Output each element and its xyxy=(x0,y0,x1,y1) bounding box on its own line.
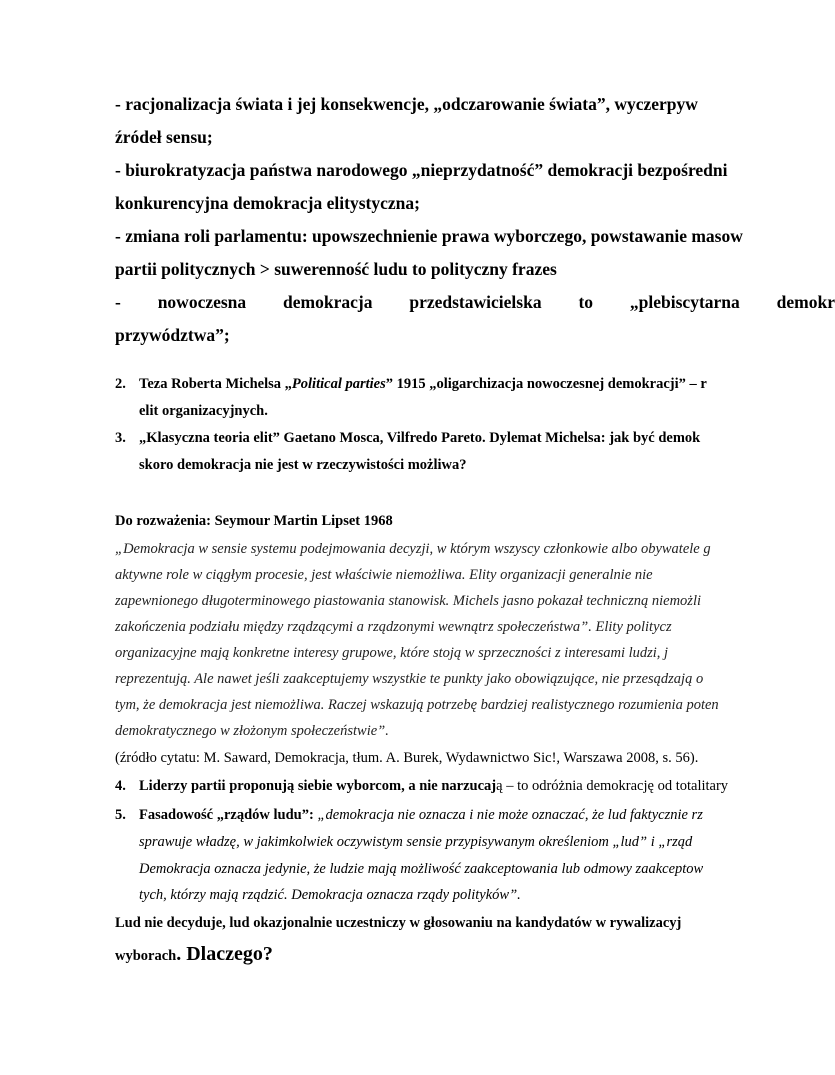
item-3-line-1: „Klasyczna teoria elit” Gaetano Mosca, Vilfredo Pareto. Dylemat Michelsa: jak być demok xyxy=(139,430,701,446)
item-2-pre: Teza Roberta Michelsa „ xyxy=(139,376,292,392)
item-4-rest: – to odróżnia demokrację od totalitary xyxy=(502,778,729,794)
quote-line: tym, że demokracja jest niemożliwa. Raczej wskazują potrzebę bardziej realistycznego rozumienia poten xyxy=(115,697,719,713)
quote-line: zakończenia podziału między rządzącymi a rządzonymi wewnątrz społeczeństwa”. Elity politycz xyxy=(115,619,672,635)
item-5-quote: „demokracja nie oznacza i nie może oznaczać, że lud faktycznie rz xyxy=(313,807,703,823)
item-5-number: 5. xyxy=(115,807,126,823)
item-2-number: 2. xyxy=(115,376,126,392)
item-5-line-2: sprawuje władzę, w jakimkolwiek oczywistym sensie przypisywanym określeniom „lud” i „rząd xyxy=(139,834,693,850)
bullet-3-line-2: partii politycznych > suwerenność ludu to polityczny frazes xyxy=(115,259,557,279)
consider-heading: Do rozważenia: Seymour Martin Lipset 1968 xyxy=(115,513,393,529)
closing-pre: wyborach xyxy=(115,948,177,964)
item-2-line-1 xyxy=(139,375,707,393)
item-5-line-1 xyxy=(139,806,703,824)
bullet-4-word: to xyxy=(578,292,594,312)
closing-line-2 xyxy=(115,942,273,968)
bullet-4-word: - xyxy=(115,292,121,312)
item-5-line-4: tych, którzy mają rządzić. Demokracja oznacza rządy polityków”. xyxy=(139,887,521,903)
bullet-2-line-1: - biurokratyzacja państwa narodowego „nieprzydatność” demokracji bezpośredni xyxy=(115,160,728,180)
quote-line: demokratycznego w złożonym społeczeństwie”. xyxy=(115,723,389,739)
quote-line: reprezentują. Ale nawet jeśli zaakceptujemy wszystkie te punkty jako obowiązujące, nie przesądzają o xyxy=(115,671,704,687)
bullet-2-line-2: konkurencyjna demokracja elitystyczna; xyxy=(115,193,420,213)
bullet-4-line-2: przywództwa”; xyxy=(115,325,230,345)
closing-question: . Dlaczego? xyxy=(176,943,273,965)
item-2-line-2: elit organizacyjnych. xyxy=(139,403,268,419)
bullet-1-line-2: źródeł sensu; xyxy=(115,127,213,147)
quote-line: „Demokracja w sensie systemu podejmowania decyzji, w którym wszyscy członkowie albo obywatele g xyxy=(115,541,711,557)
quote-line: zapewnionego długoterminowego piastowania stanowisk. Michels jasno pokazał techniczną niemożli xyxy=(115,593,702,609)
item-5-line-3: Demokracja oznacza jedynie, że ludzie mają możliwość zaakceptowania lub odmowy zaakceptow xyxy=(139,861,704,877)
item-2-post: ” 1915 „oligarchizacja nowoczesnej demokracji” – r xyxy=(385,376,707,392)
quote-line: organizacyjne mają konkretne interesy grupowe, które stoją w sprzeczności z interesami ludzi, j xyxy=(115,645,669,661)
item-2-title: Political parties xyxy=(291,376,386,392)
item-4-line xyxy=(139,777,728,795)
item-3-number: 3. xyxy=(115,430,126,446)
bullet-4-word: demokr xyxy=(776,292,835,312)
bullet-3-line-1: - zmiana roli parlamentu: upowszechnienie prawa wyborczego, powstawanie masow xyxy=(115,226,743,246)
item-5-bold: Fasadowość „rządów ludu”: xyxy=(139,807,314,823)
closing-line-1: Lud nie decyduje, lud okazjonalnie uczestniczy w głosowaniu na kandydatów w rywalizacyj xyxy=(115,915,682,931)
bullet-1-line-1: - racjonalizacja świata i jej konsekwencje, „odczarowanie świata”, wyczerpyw xyxy=(115,94,698,114)
quote-source: (źródło cytatu: M. Saward, Demokracja, tłum. A. Burek, Wydawnictwo Sic!, Warszawa 2008, s. 56). xyxy=(115,750,699,766)
item-4-bold: Liderzy partii proponują siebie wyborcom, a nie narzucaj xyxy=(139,778,497,794)
item-4-bold-tail: ą xyxy=(496,778,503,794)
bullet-4-line-1 xyxy=(115,292,835,312)
bullet-4-word: demokracja xyxy=(283,292,373,312)
quote-line: aktywne role w ciągłym procesie, jest właściwie niemożliwa. Elity organizacji generalnie nie xyxy=(115,567,653,583)
item-4-number: 4. xyxy=(115,778,126,794)
item-3-line-2: skoro demokracja nie jest w rzeczywistości możliwa? xyxy=(139,457,467,473)
bullet-4-word: nowoczesna xyxy=(157,292,247,312)
bullet-4-word: przedstawicielska xyxy=(409,292,542,312)
bullet-4-word: „plebiscytarna xyxy=(629,292,740,312)
